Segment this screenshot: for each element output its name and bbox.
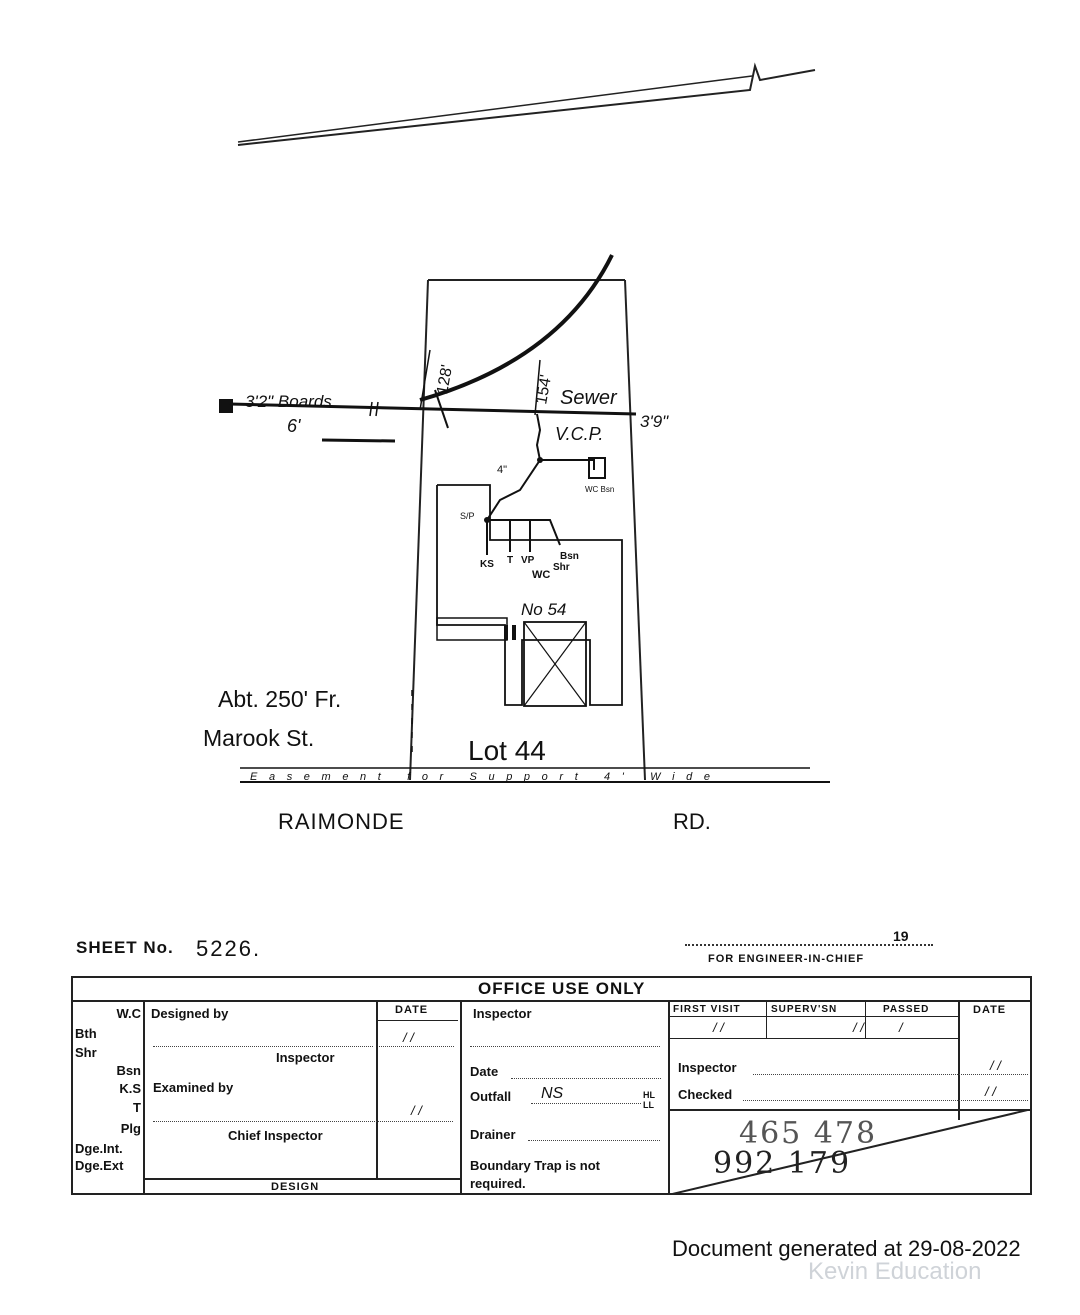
fixture-plg: Plg xyxy=(120,1121,141,1136)
fixture-bth: Bth xyxy=(75,1026,97,1041)
fixture-dge-ext: Dge.Ext xyxy=(75,1158,124,1173)
drainer-label: Drainer xyxy=(470,1127,516,1142)
supervsn-header: SUPERV'SN xyxy=(771,1004,838,1015)
generated-footer: Document generated at 29-08-2022 xyxy=(672,1236,1021,1261)
form-title-row xyxy=(73,978,1030,1002)
boundary-trap-label: Boundary Trap is not xyxy=(470,1158,601,1173)
examined-by-label: Examined by xyxy=(153,1080,234,1095)
sp-label: S/P xyxy=(460,511,475,521)
pipe-size: 4" xyxy=(497,464,508,476)
design-date-1: / / xyxy=(403,1030,414,1045)
year-prefix: 19 xyxy=(893,928,909,944)
date-label: Date xyxy=(470,1064,499,1079)
ll-label: LL xyxy=(643,1100,654,1110)
inspector-right-date: / / xyxy=(990,1058,1001,1073)
six-foot-line xyxy=(322,440,395,441)
ks-label: KS xyxy=(480,559,494,570)
office-use-form xyxy=(71,976,1032,1195)
date-header-right: DATE xyxy=(973,1004,1007,1016)
dim-right: 154' xyxy=(533,373,556,406)
outfall-label: Outfall xyxy=(470,1089,512,1104)
checked-right-label: Checked xyxy=(678,1087,733,1102)
hl-label: HL xyxy=(643,1090,655,1100)
road-name-left: RAIMONDE xyxy=(278,809,405,834)
designed-by-label: Designed by xyxy=(151,1006,229,1021)
road-name-right: RD. xyxy=(673,809,711,834)
distance-line1: Abt. 250' Fr. xyxy=(218,686,342,712)
dim-left: 128' xyxy=(434,363,457,396)
t-label: T xyxy=(507,555,514,566)
date-header: DATE xyxy=(395,1004,429,1016)
fixture-t: T xyxy=(133,1100,141,1115)
house-number: No 54 xyxy=(521,600,567,619)
stamp-bottom: 992 179 xyxy=(713,1146,852,1181)
design-date-2: / / xyxy=(411,1103,422,1118)
lot-label: Lot 44 xyxy=(468,735,546,766)
wc-bsn-label: WC Bsn xyxy=(585,485,615,494)
vcp-label: V.C.P. xyxy=(555,424,604,444)
fixture-ks: K.S xyxy=(119,1081,141,1096)
wc-label: WC xyxy=(532,569,551,581)
required-label: required. xyxy=(470,1176,526,1191)
branch-drain xyxy=(487,414,540,555)
vp-label: VP xyxy=(521,555,535,566)
inspector-center-label: Inspector xyxy=(276,1050,335,1065)
board-label: 3'2" Boards xyxy=(245,392,332,411)
design-footer: DESIGN xyxy=(271,1181,320,1193)
office-use-title: OFFICE USE ONLY xyxy=(478,979,646,998)
shr-label: Shr xyxy=(553,562,570,573)
supervsn-marks: / / xyxy=(853,1020,864,1035)
engineer-label: FOR ENGINEER-IN-CHIEF xyxy=(708,953,865,965)
engineer-signature-line xyxy=(685,944,933,946)
fixture-bsn: Bsn xyxy=(116,1063,141,1078)
outfall-value: NS xyxy=(541,1085,564,1102)
sewer-label: Sewer xyxy=(560,387,617,409)
bsn-label: Bsn xyxy=(560,551,579,562)
fixture-wc: W.C xyxy=(116,1006,141,1021)
stamp-top: 465 478 xyxy=(739,1116,878,1151)
chief-inspector-label: Chief Inspector xyxy=(228,1128,323,1143)
inspector-mid-label: Inspector xyxy=(473,1006,532,1021)
lot-boundary-right xyxy=(625,280,645,780)
veranda xyxy=(437,618,507,640)
sewer-end-marker xyxy=(219,399,233,413)
fixture-shr: Shr xyxy=(75,1045,97,1060)
sheet-number: 5226. xyxy=(196,936,262,961)
property-line-inner xyxy=(238,76,752,142)
fixture-dge-int: Dge.Int. xyxy=(75,1141,123,1156)
distance-line2: Marook St. xyxy=(203,725,315,751)
first-visit-marks: / / xyxy=(713,1020,724,1035)
first-visit-header: FIRST VISIT xyxy=(673,1004,741,1015)
watermark: Kevin Education xyxy=(808,1258,982,1285)
checked-right-date: / / xyxy=(985,1084,996,1099)
inspector-right-label: Inspector xyxy=(678,1060,737,1075)
depth-right: 3'9" xyxy=(640,412,669,431)
passed-header: PASSED xyxy=(883,1004,930,1015)
easement-label: Easement for Support 4' Wide xyxy=(250,771,711,783)
passed-marks: / xyxy=(899,1020,903,1035)
sheet-label: SHEET No. xyxy=(76,938,174,957)
six-label: 6' xyxy=(287,416,301,436)
